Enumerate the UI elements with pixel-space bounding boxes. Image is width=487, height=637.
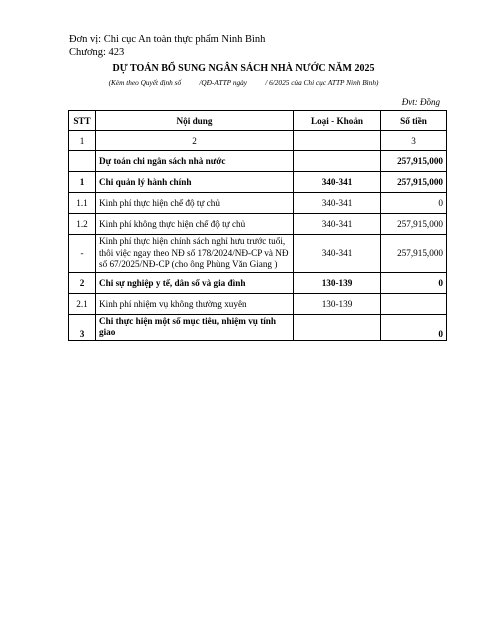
code-cell: 340-341 — [294, 193, 381, 214]
stt-cell: 2.1 — [69, 293, 96, 314]
table-row — [69, 314, 447, 340]
content-cell: Chi thực hiện một số mục tiêu, nhiệm vụ tính giao — [96, 314, 294, 340]
amount-cell: 257,915,000 — [381, 151, 447, 172]
amount-cell: 257,915,000 — [381, 172, 447, 193]
amount-cell: 0 — [381, 314, 447, 340]
amount-cell: 0 — [381, 272, 447, 293]
amount-cell — [381, 293, 447, 314]
budget-table — [68, 110, 447, 341]
stt-cell: 1 — [69, 172, 96, 193]
stt-cell: - — [69, 235, 96, 273]
amount-cell: 257,915,000 — [381, 214, 447, 235]
index-cell — [294, 131, 381, 151]
index-cell: 1 — [69, 131, 96, 151]
table-row — [69, 214, 447, 235]
content-cell: Kinh phí không thực hiện chế độ tự chủ — [96, 214, 294, 235]
index-cell: 3 — [381, 131, 447, 151]
stt-cell: 3 — [69, 314, 96, 340]
index-row — [69, 131, 447, 151]
document-title: DỰ TOÁN BỔ SUNG NGÂN SÁCH NHÀ NƯỚC NĂM 2025 — [112, 63, 375, 74]
index-cell: 2 — [96, 131, 294, 151]
code-cell: 340-341 — [294, 214, 381, 235]
content-cell: Chi quản lý hành chính — [96, 172, 294, 193]
code-cell — [294, 314, 381, 340]
content-cell: Kinh phí thực hiện chính sách nghỉ hưu trước tuổi, thôi việc ngay theo NĐ số 178/2024/NĐ-CP và NĐ số 67/2025/NĐ-CP (cho ông Phùng Văn Giang ) — [96, 235, 294, 273]
code-cell: 340-341 — [294, 235, 381, 273]
content-cell: Kinh phí thực hiện chế độ tự chủ — [96, 193, 294, 214]
currency-unit: Đvt: Đồng — [401, 97, 440, 107]
table-row — [69, 293, 447, 314]
content-cell: Kinh phí nhiệm vụ không thường xuyên — [96, 293, 294, 314]
table-row — [69, 172, 447, 193]
code-cell — [294, 151, 381, 172]
table-row — [69, 235, 447, 273]
content-cell: Chi sự nghiệp y tế, dân số và gia đình — [96, 272, 294, 293]
table-row — [69, 151, 447, 172]
unit-line: Đơn vị: Chi cục An toàn thực phẩm Ninh Bình — [69, 34, 266, 45]
chapter-line: Chương: 423 — [69, 47, 125, 58]
table-row — [69, 193, 447, 214]
code-cell: 130-139 — [294, 272, 381, 293]
table-row — [69, 272, 447, 293]
code-cell: 340-341 — [294, 172, 381, 193]
header-stt: STT — [69, 111, 96, 131]
amount-cell: 0 — [381, 193, 447, 214]
code-cell: 130-139 — [294, 293, 381, 314]
content-cell: Dự toán chi ngân sách nhà nước — [96, 151, 294, 172]
header-amount: Số tiền — [381, 111, 447, 131]
header-code: Loại - Khoản — [294, 111, 381, 131]
stt-cell: 2 — [69, 272, 96, 293]
document-subtitle: (Kèm theo Quyết định số /QĐ-ATTP ngày / 6/2025 của Chi cục ATTP Ninh Bình) — [108, 78, 379, 87]
stt-cell: 1.1 — [69, 193, 96, 214]
amount-cell: 257,915,000 — [381, 235, 447, 273]
stt-cell: 1.2 — [69, 214, 96, 235]
table-header-row — [69, 111, 447, 131]
stt-cell — [69, 151, 96, 172]
header-content: Nội dung — [96, 111, 294, 131]
